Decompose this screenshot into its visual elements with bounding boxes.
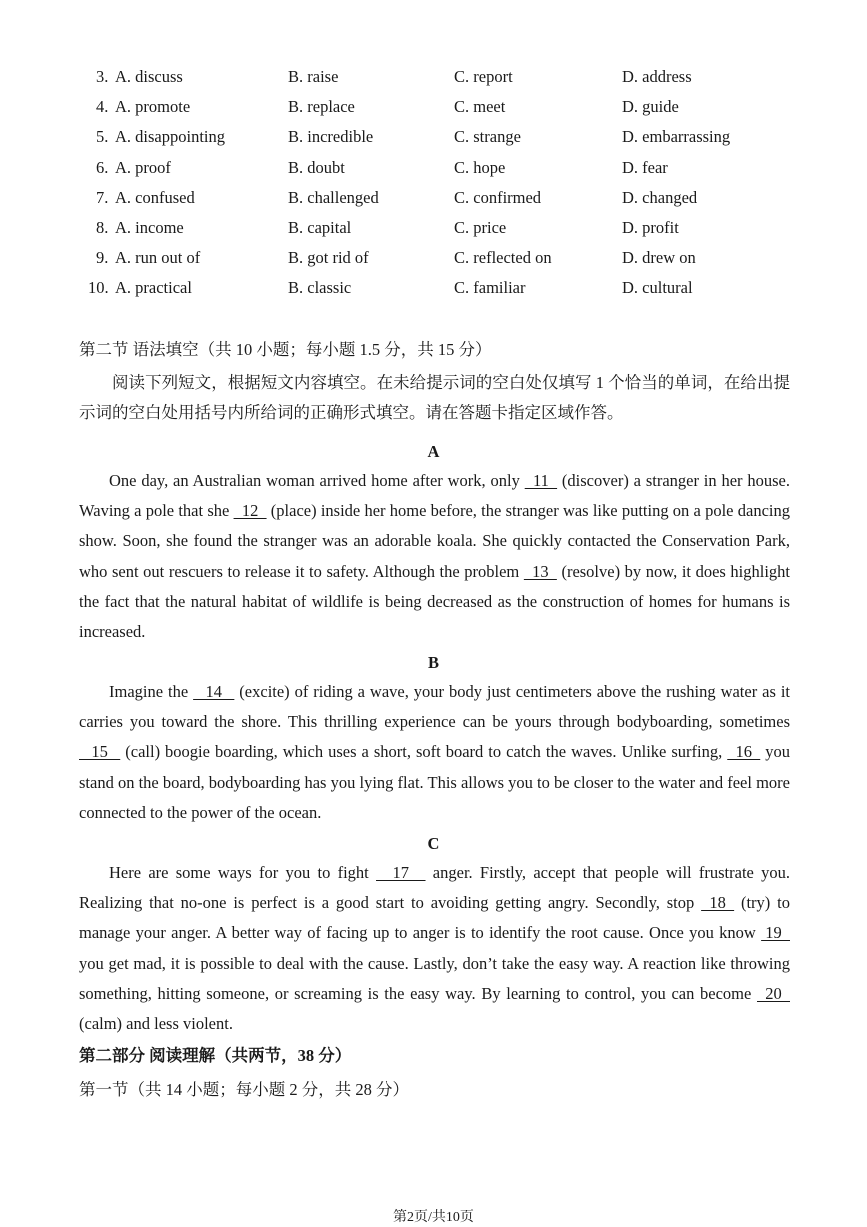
passage-text: (discover) a stranger in her house. Waving a pole that she [79,471,791,521]
option-a: A. practical [115,278,192,298]
blank-15: 15 [79,742,121,762]
passage-text: anger. Firstly, accept that people will frustrate you. Realizing that no-one is perfect is a good start to avoiding getting angry. Secondly, stop [79,863,790,913]
question-number: 7. [96,187,109,207]
question-number: 5. [96,127,109,147]
option-c: C. price [454,217,507,237]
passage-text: (calm) and less violent. [79,1014,233,1034]
option-a: A. run out of [115,248,201,268]
blank-19: 19 [761,923,790,943]
option-row [0,122,867,152]
option-row [0,273,867,303]
passage-text: (call) boogie boarding, which uses a short, soft board to catch the waves. Unlike surfing, [120,742,728,762]
blank-20: 20 [757,983,790,1003]
passage-a [79,466,790,647]
passage-b [79,677,790,828]
passage-text: (try) to manage your anger. A better way of facing up to anger is to identify the root cause. Once you know [79,893,790,943]
question-number: 4. [96,97,109,117]
option-c: C. reflected on [454,248,552,268]
passage-text: you get mad, it is possible to deal with the cause. Lastly, don’t take the easy way. A reaction like throwing something, hitting someone, or screaming is the easy way. By learning to control, you can become [79,953,790,1003]
passage-c-letter: C [427,834,440,853]
option-a: A. discuss [115,67,183,86]
option-row [0,243,867,273]
part-two-heading: 第二部分 阅读理解（共两节，38 分） [79,1046,352,1065]
option-d: D. embarrassing [622,127,731,147]
blank-14: 14 [193,682,235,701]
option-row [0,92,867,122]
section-heading: 第二节 语法填空（共 10 小题；每小题 1.5 分，共 15 分） [79,340,492,359]
option-d: D. changed [622,187,698,207]
blank-16: 16 [727,742,761,762]
blank-13: 13 [523,561,557,581]
option-d: D. address [622,67,692,86]
section-instructions: 阅读下列短文，根据短文内容填空。在未给提示词的空白处仅填写 1 个恰当的单词，在给出提示词的空白处用括号内所给词的正确形式填空。请在答题卡指定区域作答。 [79,373,790,423]
question-number: 10. [88,278,109,298]
option-b: B. doubt [288,157,345,177]
option-b: B. challenged [288,187,379,207]
option-a: A. proof [115,157,171,177]
option-c: C. meet [454,97,506,117]
option-b: B. incredible [288,127,374,147]
option-d: D. guide [622,97,679,117]
option-c: C. report [454,67,513,86]
question-number: 3. [96,67,109,86]
option-c: C. confirmed [454,187,542,207]
passage-a-letter: A [427,442,440,461]
option-b: B. capital [288,217,352,237]
option-d: D. drew on [622,248,696,268]
passage-b-letter: B [427,653,439,672]
option-a: A. income [115,217,184,237]
option-row [0,62,867,92]
page-number: 第2页/共10页 [393,1210,474,1225]
option-c: C. hope [454,157,506,177]
option-c: C. familiar [454,278,526,298]
question-number: 8. [96,217,109,237]
option-row [0,183,867,213]
option-c: C. strange [454,127,521,147]
blank-11: 11 [524,471,558,490]
option-d: D. cultural [622,278,693,298]
option-row [0,153,867,183]
option-row [0,213,867,243]
passage-text: you stand on the board, bodyboarding has you lying flat. This allows you to be closer to the water and feel more connected to the power of the ocean. [79,742,791,822]
passage-text: Imagine the [109,682,194,701]
option-a: A. confused [115,187,195,207]
passage-text: Here are some ways for you to fight [109,863,377,882]
passage-text: One day, an Australian woman arrived home after work, only [109,471,525,490]
option-a: A. promote [115,97,191,117]
passage-text: (excite) of riding a wave, your body just centimeters above the rushing water as it carries you toward the shore. This thrilling experience can be yours through bodyboarding, sometimes [79,682,791,732]
blank-18: 18 [701,893,735,913]
option-d: D. profit [622,217,679,237]
blank-12: 12 [233,501,267,521]
blank-17: 17 [376,863,426,882]
passage-c [79,858,790,1039]
options-list [0,62,867,304]
passage-text: (resolve) by now, it does highlight the fact that the natural habitat of wildlife is being decreased as the construction of homes for humans is increased. [79,561,791,642]
option-b: B. raise [288,67,339,86]
question-number: 9. [96,248,109,268]
section-one-heading: 第一节（共 14 小题；每小题 2 分，共 28 分） [79,1080,409,1099]
passage-text: (place) inside her home before, the stranger was like putting on a pole dancing show. Soon, she found the stranger was an adorable koala. She quickly contacted the Conservation Park, who sent out rescuers to release it to safety. Although the problem [79,501,790,581]
option-b: B. replace [288,97,355,117]
option-d: D. fear [622,157,668,177]
option-a: A. disappointing [115,127,225,147]
option-b: B. classic [288,278,352,298]
option-b: B. got rid of [288,248,369,268]
question-number: 6. [96,157,109,177]
